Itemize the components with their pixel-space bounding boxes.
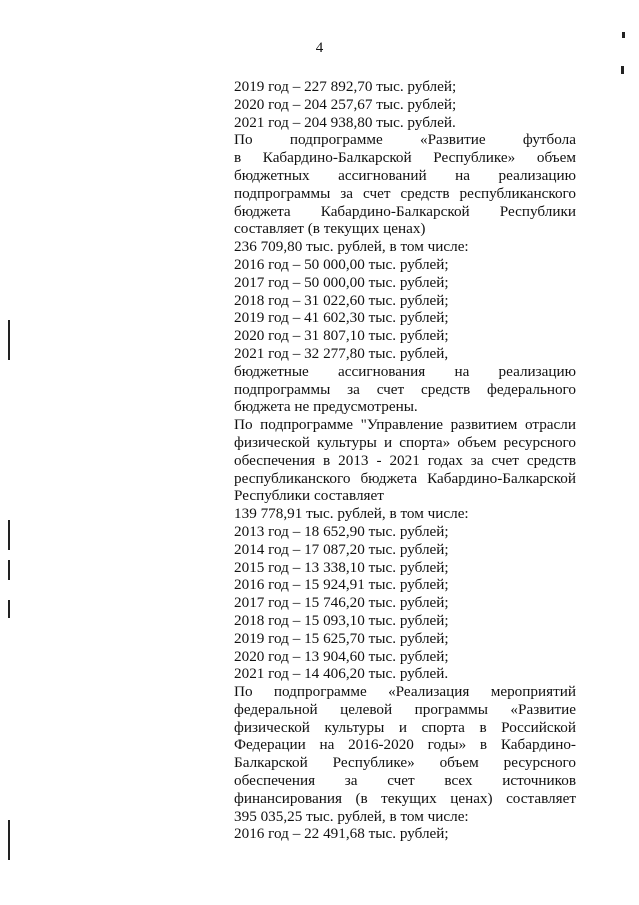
text-line: бюджета не предусмотрены. xyxy=(234,398,418,416)
text-line: 2015 год – 13 338,10 тыс. рублей; xyxy=(234,558,449,576)
text-line: бюджетные ассигнования на реализацию xyxy=(234,362,576,380)
text-line: 2020 год – 31 807,10 тыс. рублей; xyxy=(234,327,449,345)
text-line: 2016 год – 50 000,00 тыс. рублей; xyxy=(234,255,449,273)
text-line: республиканского бюджета Кабардино-Балкарской xyxy=(234,469,576,487)
text-line: 2021 год – 14 406,20 тыс. рублей. xyxy=(234,665,449,683)
scan-artifact-mark xyxy=(622,32,625,38)
text-line: 2019 год – 227 892,70 тыс. рублей; xyxy=(234,78,457,95)
text-line: бюджетных ассигнований на реализацию xyxy=(234,166,576,184)
scan-artifact-mark xyxy=(8,600,10,618)
text-line: 2020 год – 204 257,67 тыс. рублей; xyxy=(234,95,457,113)
text-line: обеспечения в 2013 - 2021 годах за счет средств xyxy=(234,451,576,469)
text-line: 2014 год – 17 087,20 тыс. рублей; xyxy=(234,540,449,558)
text-line: По подпрограмме "Управление развитием отрасли xyxy=(234,416,576,434)
text-line: в Кабардино-Балкарской Республике» объем xyxy=(234,149,576,167)
text-line: 236 709,80 тыс. рублей, в том числе: xyxy=(234,238,469,256)
text-line: обеспечения за счет всех источников xyxy=(234,772,576,790)
text-line: 2020 год – 13 904,60 тыс. рублей; xyxy=(234,647,449,665)
text-line: 2016 год – 22 491,68 тыс. рублей; xyxy=(234,825,449,843)
scan-artifact-mark xyxy=(8,320,10,360)
text-line: 2017 год – 50 000,00 тыс. рублей; xyxy=(234,273,449,291)
text-line: Республики составляет xyxy=(234,487,384,505)
text-line: Федерации на 2016-2020 годы» в Кабардино- xyxy=(234,736,576,754)
scan-artifact-mark xyxy=(8,520,10,550)
document-body xyxy=(234,78,576,843)
text-line: 2018 год – 31 022,60 тыс. рублей; xyxy=(234,291,449,309)
text-line: 2016 год – 15 924,91 тыс. рублей; xyxy=(234,576,449,594)
scan-artifact-mark xyxy=(621,66,624,74)
text-line: физической культуры и спорта в Российской xyxy=(234,718,576,736)
text-line: 2018 год – 15 093,10 тыс. рублей; xyxy=(234,611,449,629)
scan-artifact-mark xyxy=(8,820,10,860)
text-line: составляет (в текущих ценах) xyxy=(234,220,426,238)
text-line: подпрограммы за счет средств республиканского xyxy=(234,184,576,202)
text-line: федеральной целевой программы «Развитие xyxy=(234,700,576,718)
text-line: 139 778,91 тыс. рублей, в том числе: xyxy=(234,505,469,523)
text-line: По подпрограмме «Реализация мероприятий xyxy=(234,683,576,701)
text-line: Балкарской Республике» объем ресурсного xyxy=(234,754,576,772)
text-line: 2019 год – 15 625,70 тыс. рублей; xyxy=(234,629,449,647)
text-line: 2017 год – 15 746,20 тыс. рублей; xyxy=(234,594,449,612)
page-number: 4 xyxy=(315,40,324,56)
text-line: 2013 год – 18 652,90 тыс. рублей; xyxy=(234,522,449,540)
text-line: подпрограммы за счет средств федерального xyxy=(234,380,576,398)
text-line: бюджета Кабардино-Балкарской Республики xyxy=(234,202,576,220)
text-line: По подпрограмме «Развитие футбола xyxy=(234,131,576,149)
scan-artifact-mark xyxy=(8,560,10,580)
text-line: 395 035,25 тыс. рублей, в том числе: xyxy=(234,807,469,825)
text-line: 2021 год – 32 277,80 тыс. рублей, xyxy=(234,344,449,362)
text-line: 2021 год – 204 938,80 тыс. рублей. xyxy=(234,113,456,131)
text-line: финансирования (в текущих ценах) составляет xyxy=(234,789,576,807)
text-line: физической культуры и спорта» объем ресурсного xyxy=(234,433,576,451)
text-line: 2019 год – 41 602,30 тыс. рублей; xyxy=(234,309,449,327)
